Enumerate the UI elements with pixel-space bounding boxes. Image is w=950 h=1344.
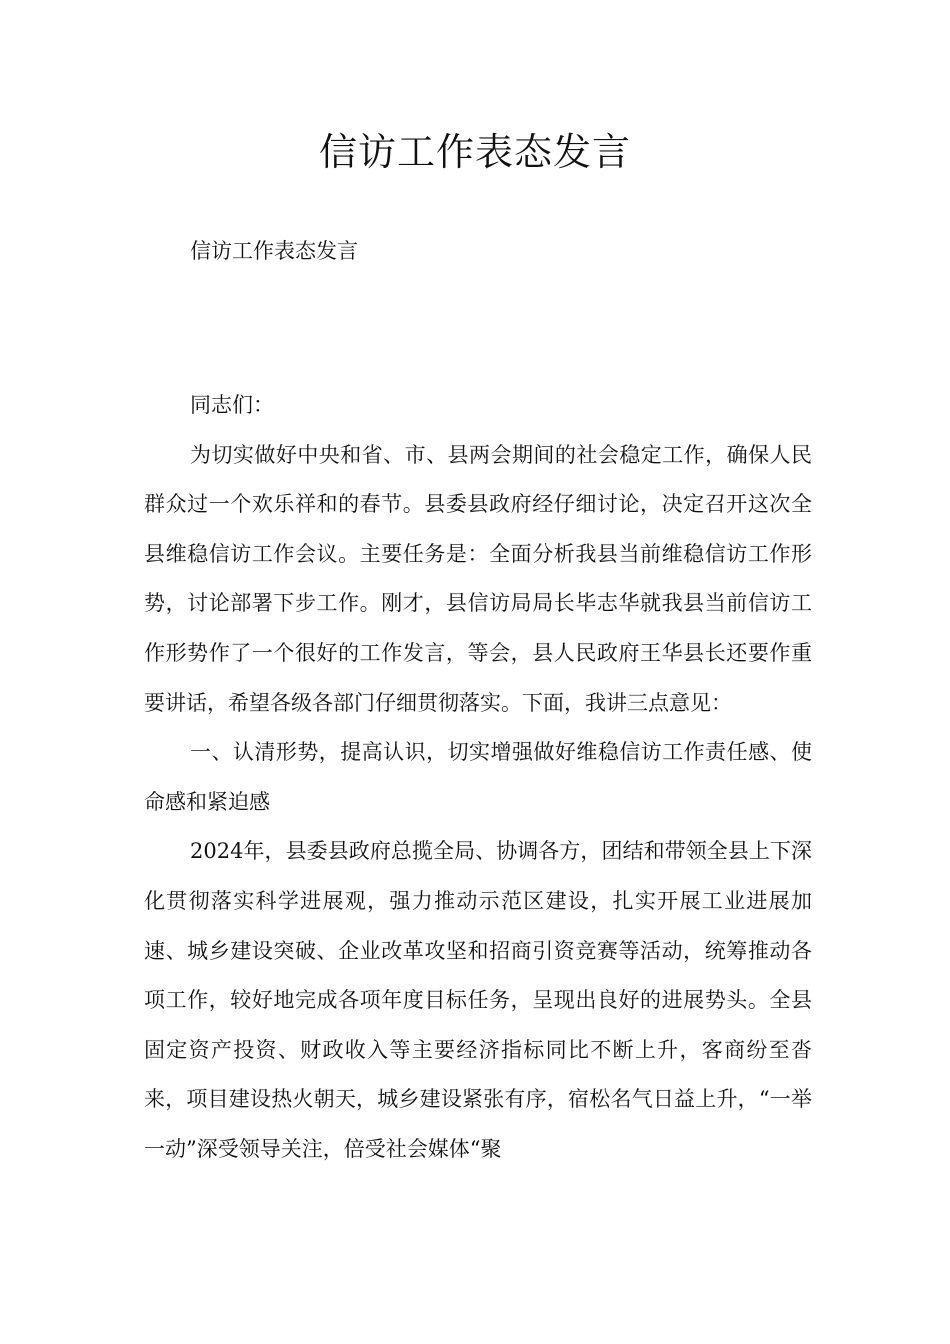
intro-paragraph: 为切实做好中央和省、市、县两会期间的社会稳定工作，确保人民群众过一个欢乐祥和的春节。县委县政府经仔细讨论，决定召开这次全县维稳信访工作会议。主要任务是：全面分析我县当前维稳信访工作形势，讨论部署下步工作。刚才，县信访局局长毕志华就我县当前信访工作形势作了一个很好的工作发言，等会，县人民政府王华县长还要作重要讲话，希望各级各部门仔细贯彻落实。下面，我讲三点意见： [144, 442, 812, 715]
document-subtitle: 信访工作表态发言 [190, 239, 358, 263]
salutation-paragraph: 同志们： [190, 393, 274, 417]
document-title: 信访工作表态发言 [318, 130, 631, 174]
document-body [144, 381, 812, 1175]
section-heading-paragraph: 一、认清形势，提高认识，切实增强做好维稳信访工作责任感、使命感和紧迫感 [144, 740, 812, 814]
body-paragraph: 2024年，县委县政府总揽全局、协调各方，团结和带领全县上下深化贯彻落实科学进展观，强力推动示范区建设，扎实开展工业进展加速、城乡建设突破、企业改革攻坚和招商引资竞赛等活动，统筹推动各项工作，较好地完成各项年度目标任务，呈现出良好的进展势头。全县固定资产投资、财政收入等主要经济指标同比不断上升，客商纷至沓来，项目建设热火朝天，城乡建设紧张有序，宿松名气日益上升，“一举一动”深受领导关注，倍受社会媒体“聚 [144, 839, 812, 1161]
